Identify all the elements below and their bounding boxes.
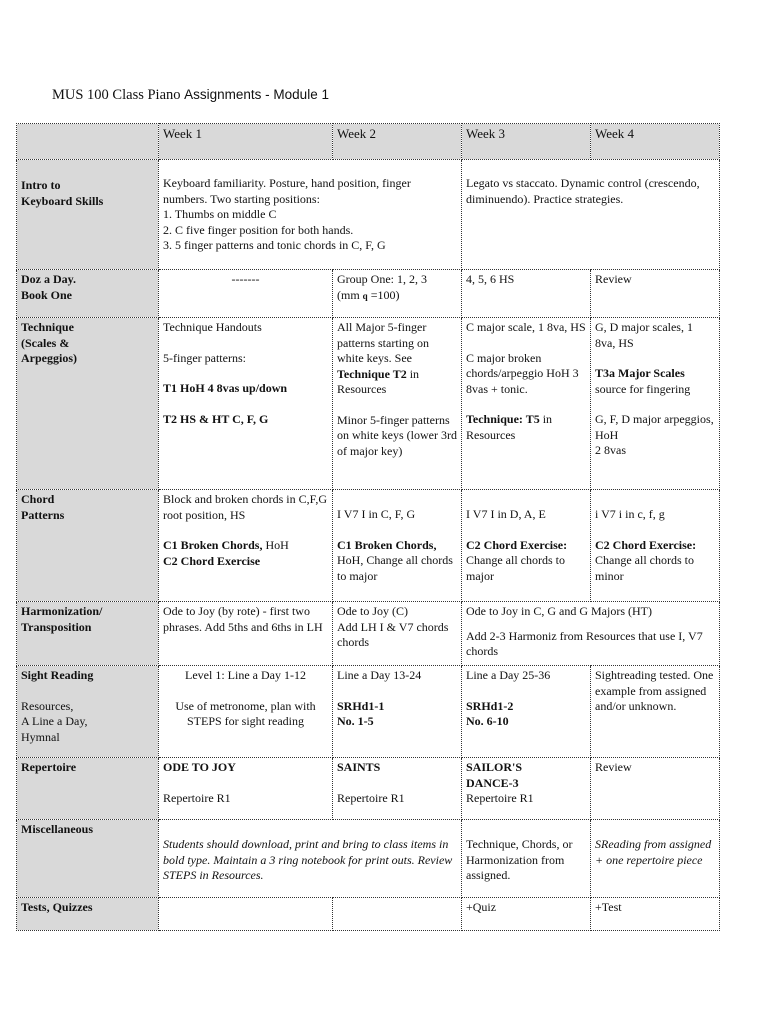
sight-week-1: Level 1: Line a Day 1-12 Use of metronome, plan with STEPS for sight reading xyxy=(159,666,333,758)
header-week-2: Week 2 xyxy=(333,124,462,160)
table-row xyxy=(17,666,720,758)
table-header-row xyxy=(17,124,720,160)
row-label-sight-reading: Sight Reading Resources, A Line a Day, Hymnal xyxy=(17,666,159,758)
misc-week-3: Technique, Chords, or Harmonization from assigned. xyxy=(462,820,591,898)
repertoire-week-4: Review xyxy=(591,758,720,820)
tests-week-4: +Test xyxy=(591,898,720,931)
header-week-1: Week 1 xyxy=(159,124,333,160)
row-label-repertoire: Repertoire xyxy=(17,758,159,820)
chord-week-2: I V7 I in C, F, G C1 Broken Chords, HoH, Change all chords to major xyxy=(333,490,462,602)
sight-week-2: Line a Day 13-24 SRHd1-1 No. 1-5 xyxy=(333,666,462,758)
row-label-miscellaneous: Miscellaneous xyxy=(17,820,159,898)
doz-week-1: ------- xyxy=(159,270,333,318)
table-row xyxy=(17,758,720,820)
repertoire-week-1: ODE TO JOY Repertoire R1 xyxy=(159,758,333,820)
row-label-intro: Intro to Keyboard Skills xyxy=(17,160,159,270)
chord-week-3: I V7 I in D, A, E C2 Chord Exercise: Change all chords to major xyxy=(462,490,591,602)
header-corner xyxy=(17,124,159,160)
intro-weeks-3-4: Legato vs staccato. Dynamic control (crescendo, diminuendo). Practice strategies. xyxy=(462,160,720,270)
repertoire-week-3: SAILOR'S DANCE-3 Repertoire R1 xyxy=(462,758,591,820)
chord-week-1: Block and broken chords in C,F,G root position, HS C1 Broken Chords, HoH C2 Chord Exercise xyxy=(159,490,333,602)
misc-weeks-1-2: Students should download, print and bring to class items in bold type. Maintain a 3 ring notebook for print outs. Review STEPS in Resources. xyxy=(159,820,462,898)
harmonization-week-1: Ode to Joy (by rote) - first two phrases. Add 5ths and 6ths in LH xyxy=(159,602,333,666)
row-label-technique: Technique (Scales & Arpeggios) xyxy=(17,318,159,490)
harmonization-week-2: Ode to Joy (C) Add LH I & V7 chords chords xyxy=(333,602,462,666)
harmonization-weeks-3-4: Ode to Joy in C, G and G Majors (HT) Add 2-3 Harmoniz from Resources that use I, V7 chords xyxy=(462,602,720,666)
sight-week-4: Sightreading tested. One example from assigned and/or unknown. xyxy=(591,666,720,758)
table-row xyxy=(17,160,720,270)
table-row xyxy=(17,318,720,490)
technique-week-2: All Major 5-finger patterns starting on white keys. See Technique T2 in Resources Minor 5-finger patterns on white keys (lower 3rd of major key) xyxy=(333,318,462,490)
tests-week-1 xyxy=(159,898,333,931)
table-row xyxy=(17,490,720,602)
row-label-harmonization: Harmonization/ Transposition xyxy=(17,602,159,666)
table-row xyxy=(17,602,720,666)
tests-week-2 xyxy=(333,898,462,931)
quarter-note-symbol: q xyxy=(362,290,368,301)
doz-week-3: 4, 5, 6 HS xyxy=(462,270,591,318)
title-assignments: Assignments - Module 1 xyxy=(184,87,329,102)
title-course: MUS 100 Class Piano xyxy=(52,87,181,103)
technique-week-4: G, D major scales, 1 8va, HS T3a Major Scales source for fingering G, F, D major arpeggios, HoH 2 8vas xyxy=(591,318,720,490)
repertoire-week-2: SAINTS Repertoire R1 xyxy=(333,758,462,820)
misc-week-4: SReading from assigned + one repertoire piece xyxy=(591,820,720,898)
assignment-table xyxy=(16,123,720,931)
intro-weeks-1-2: Keyboard familiarity. Posture, hand position, finger numbers. Two starting positions: 1. Thumbs on middle C 2. C five finger position for both hands. 3. 5 finger patterns and tonic chords in C, F, G xyxy=(159,160,462,270)
technique-week-3: C major scale, 1 8va, HS C major broken chords/arpeggio HoH 3 8vas + tonic. Technique: T5 in Resources xyxy=(462,318,591,490)
tests-week-3: +Quiz xyxy=(462,898,591,931)
chord-week-4: i V7 i in c, f, g C2 Chord Exercise: Change all chords to minor xyxy=(591,490,720,602)
table-row xyxy=(17,898,720,931)
row-label-doz: Doz a Day. Book One xyxy=(17,270,159,318)
table-row xyxy=(17,270,720,318)
sight-week-3: Line a Day 25-36 SRHd1-2 No. 6-10 xyxy=(462,666,591,758)
doz-week-4: Review xyxy=(591,270,720,318)
page-title xyxy=(52,87,329,104)
header-week-3: Week 3 xyxy=(462,124,591,160)
row-label-tests: Tests, Quizzes xyxy=(17,898,159,931)
header-week-4: Week 4 xyxy=(591,124,720,160)
technique-week-1: Technique Handouts 5-finger patterns: T1 HoH 4 8vas up/down T2 HS & HT C, F, G xyxy=(159,318,333,490)
row-label-chord: Chord Patterns xyxy=(17,490,159,602)
doz-week-2: Group One: 1, 2, 3 (mm q =100) xyxy=(333,270,462,318)
table-row xyxy=(17,820,720,898)
